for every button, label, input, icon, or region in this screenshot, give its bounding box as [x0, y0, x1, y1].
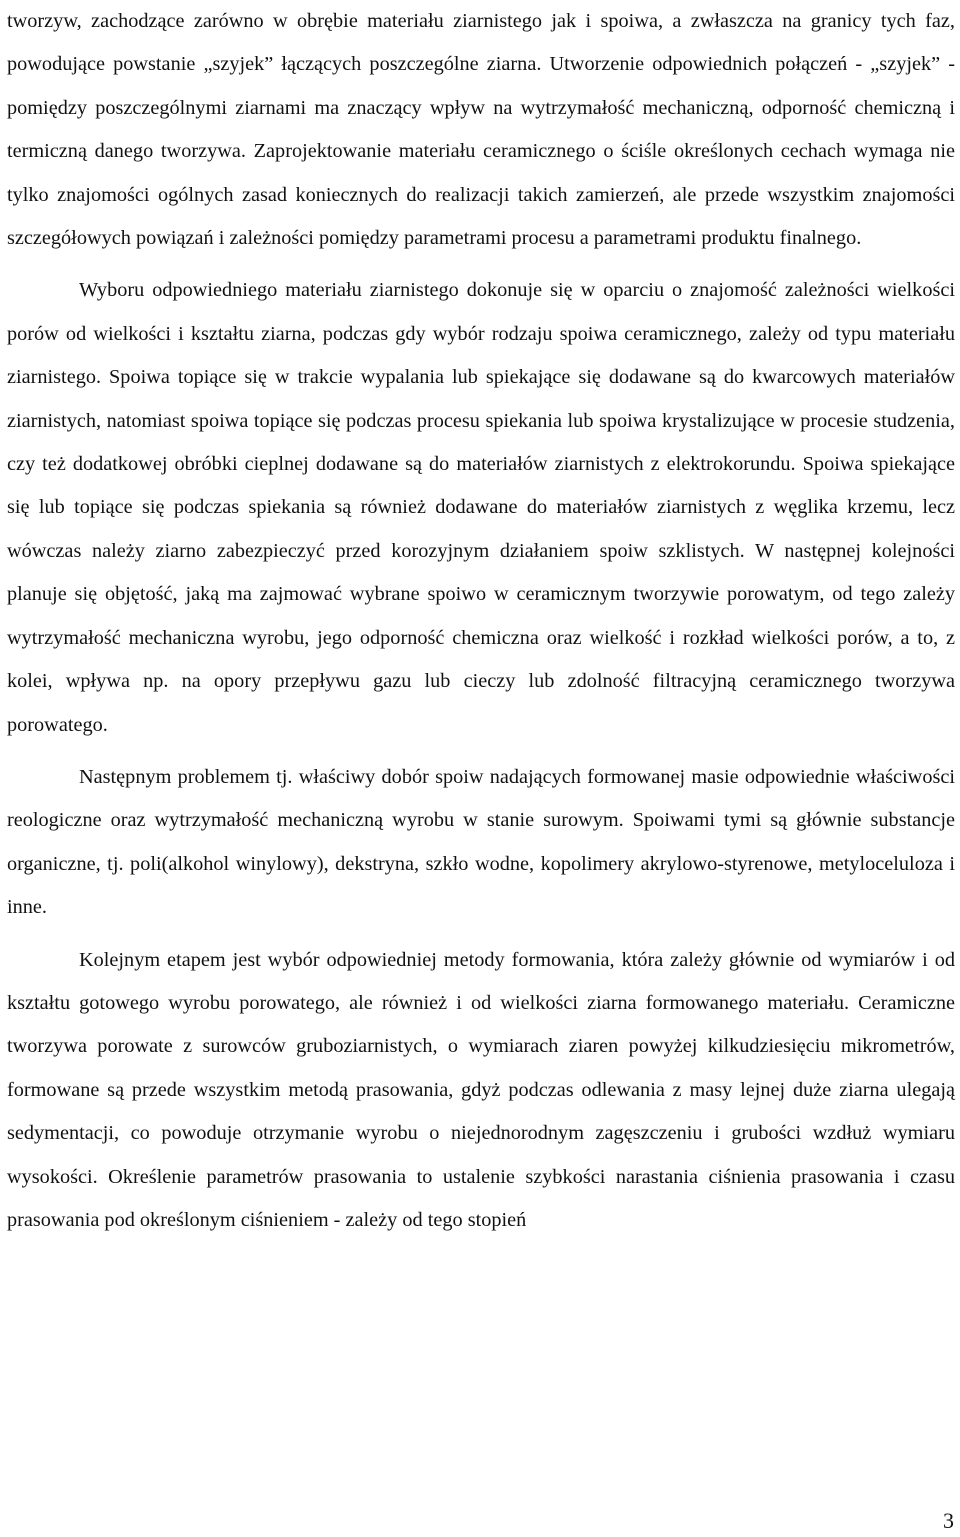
paragraph-4: Kolejnym etapem jest wybór odpowiedniej metody formowania, która zależy głównie od wymiarów i od kształtu gotowego wyrobu porowatego, ale również i od wielkości ziarna formowanego materiału. Ceramiczne tworzywa porowate z surowców gruboziarnistych, o wymiarach ziaren powyżej kilkudziesięciu mikrometrów, formowane są przede wszystkim metodą prasowania, gdyż podczas odlewania z masy lejnej duże ziarna ulegają sedymentacji, co powoduje otrzymanie wyrobu o niejednorodnym zagęszczeniu i grubości wzdłuż wymiaru wysokości. Określenie parametrów prasowania to ustalenie szybkości narastania ciśnienia prasowania i czasu prasowania pod określonym ciśnieniem - zależy od tego stopień: [7, 948, 955, 1231]
document-page: [7, 0, 955, 1242]
page-number: 3: [943, 1508, 954, 1533]
paragraph-1: tworzyw, zachodzące zarówno w obrębie materiału ziarnistego jak i spoiwa, a zwłaszcza na granicy tych faz, powodujące powstanie „szyjek” łączących poszczególne ziarna. Utworzenie odpowiednich połączeń - „szyjek” - pomiędzy poszczególnymi ziarnami ma znaczący wpływ na wytrzymałość mechaniczną, odporność chemiczną i termiczną danego tworzywa. Zaprojektowanie materiału ceramicznego o ściśle określonych cechach wymaga nie tylko znajomości ogólnych zasad koniecznych do realizacji takich zamierzeń, ale przede wszystkim znajomości szczegółowych powiązań i zależności pomiędzy parametrami procesu a parametrami produktu finalnego.: [7, 10, 955, 250]
paragraph-3: Następnym problemem tj. właściwy dobór spoiw nadających formowanej masie odpowiednie właściwości reologiczne oraz wytrzymałość mechaniczną wyrobu w stanie surowym. Spoiwami tymi są głównie substancje organiczne, tj. poli(alkohol winylowy), dekstryna, szkło wodne, kopolimery akrylowo-styrenowe, metyloceluloza i inne.: [7, 765, 955, 919]
paragraph-2: Wyboru odpowiedniego materiału ziarnistego dokonuje się w oparciu o znajomość zależności wielkości porów od wielkości i kształtu ziarna, podczas gdy wybór rodzaju spoiwa ceramicznego, zależy od typu materiału ziarnistego. Spoiwa topiące się w trakcie wypalania lub spiekające się dodawane są do kwarcowych materiałów ziarnistych, natomiast spoiwa topiące się podczas procesu spiekania lub spoiwa krystalizujące w procesie studzenia, czy też dodatkowej obróbki cieplnej dodawane są do materiałów ziarnistych z elektrokorundu. Spoiwa spiekające się lub topiące się podczas spiekania są również dodawane do materiałów ziarnistych z węglika krzemu, lecz wówczas należy ziarno zabezpieczyć przed korozyjnym działaniem spoiw szklistych. W następnej kolejności planuje się objętość, jaką ma zajmować wybrane spoiwo w ceramicznym tworzywie porowatym, od tego zależy wytrzymałość mechaniczna wyrobu, jego odporność chemiczna oraz wielkość i rozkład wielkości porów, a to, z kolei, wpływa np. na opory przepływu gazu lub cieczy lub zdolność filtracyjną ceramicznego tworzywa porowatego.: [7, 279, 955, 736]
